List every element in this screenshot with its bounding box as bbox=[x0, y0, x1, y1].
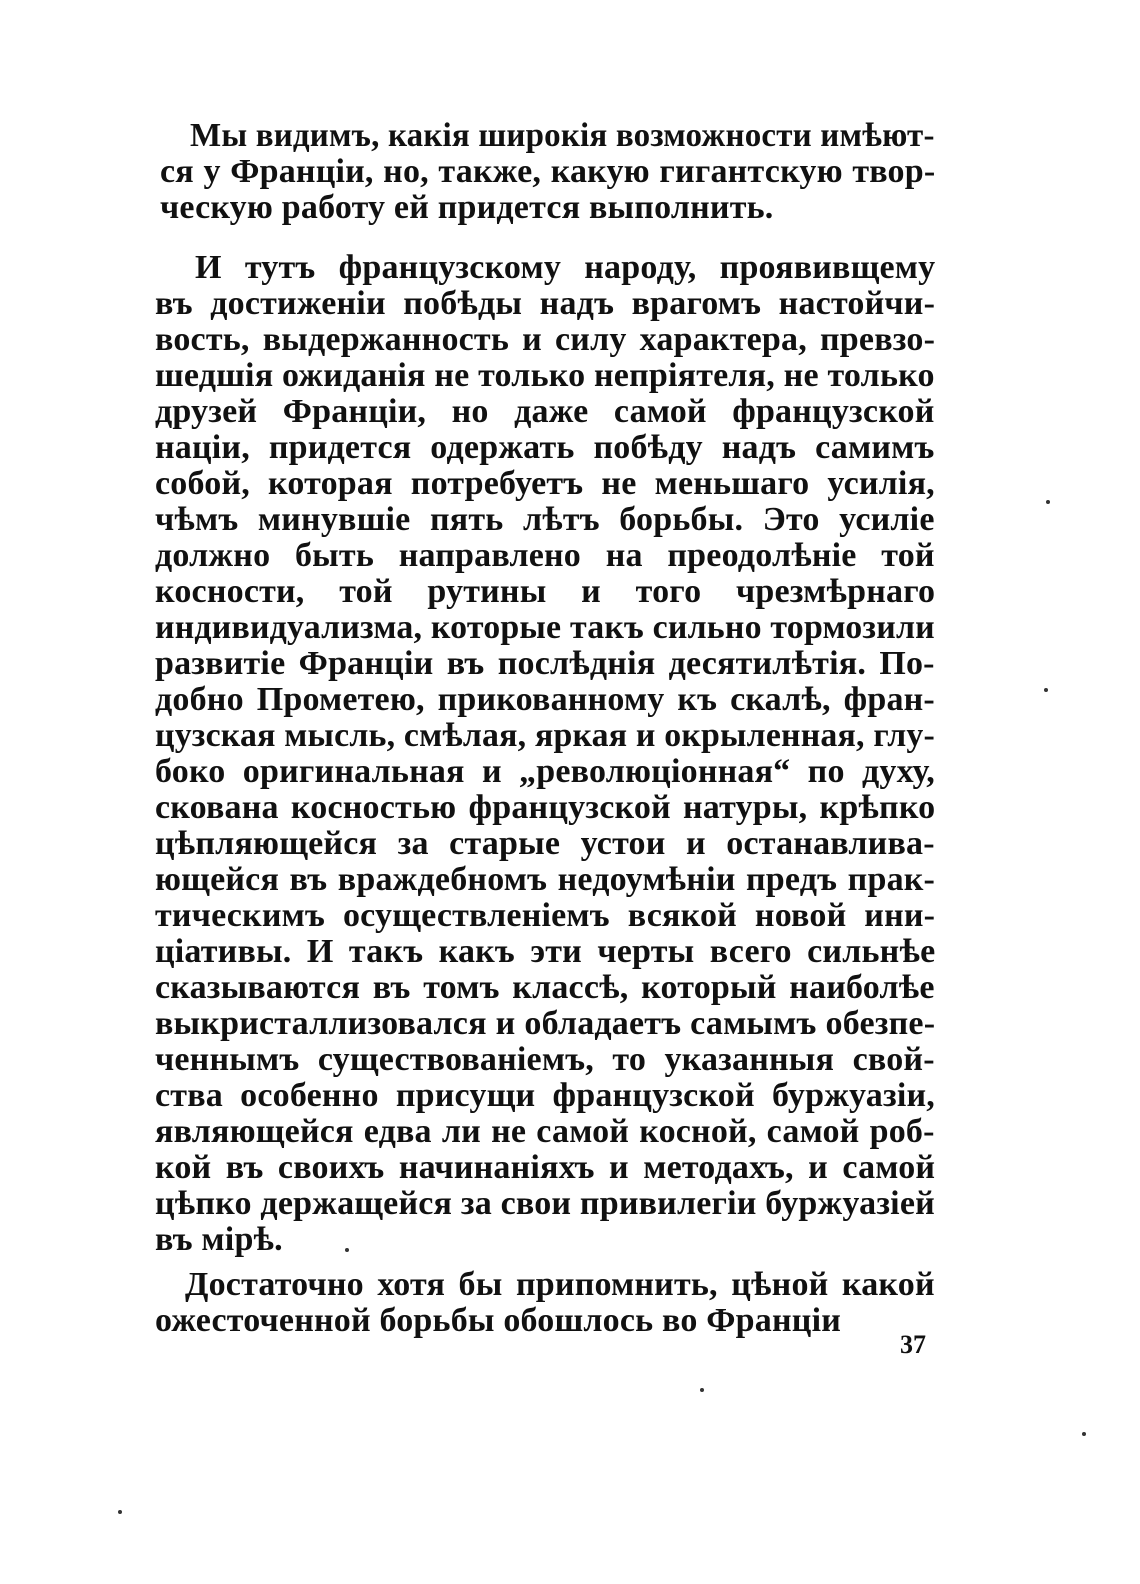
text-line: ожесточенной борьбы обошлось во Франціи bbox=[155, 1302, 842, 1339]
text-line: добно Прометею, прикованному къ скалѣ, фран- bbox=[155, 681, 935, 718]
text-line: собой, которая потребуетъ не меньшаго усилія, bbox=[155, 465, 935, 502]
text-line: ческую работу ей придется выполнить. bbox=[160, 189, 774, 226]
text-line: шедшія ожиданія не только непріятеля, не только bbox=[155, 357, 935, 394]
text-line: тическимъ осуществленіемъ всякой новой ини- bbox=[155, 897, 936, 934]
text-line: должно быть направлено на преодолѣніе той bbox=[155, 537, 935, 574]
text-line: націи, придется одержать побѣду надъ самимъ bbox=[155, 429, 935, 466]
text-line: чѣмъ минувшіе пять лѣтъ борьбы. Это усиліе bbox=[155, 501, 935, 538]
scan-speck bbox=[1046, 500, 1050, 504]
text-line: скована косностью французской натуры, крѣпко bbox=[155, 789, 936, 826]
page-number: 37 bbox=[900, 1330, 926, 1359]
scan-speck bbox=[118, 1510, 122, 1514]
text-line: друзей Франціи, но даже самой французской bbox=[155, 393, 935, 430]
text-line: косности, той рутины и того чрезмѣрнаго bbox=[155, 573, 936, 610]
text-line: боко оригинальная и „революціонная“ по духу, bbox=[155, 753, 935, 790]
text-line: Мы видимъ, какія широкія возможности имѣют- bbox=[190, 117, 935, 154]
text-line: цѣпляющейся за старые устои и останавлива- bbox=[155, 825, 935, 862]
text-line: въ мірѣ. bbox=[155, 1221, 283, 1258]
text-line: являющейся едва ли не самой косной, самой роб- bbox=[155, 1113, 935, 1150]
scan-speck bbox=[700, 1388, 704, 1392]
text-line: И тутъ французскому народу, проявивщему bbox=[195, 249, 936, 286]
text-line: ства особенно присущи французской буржуазіи, bbox=[155, 1077, 936, 1114]
scan-speck bbox=[1044, 688, 1048, 692]
text-line: развитіе Франціи въ послѣднія десятилѣтія. По- bbox=[155, 645, 935, 682]
text-line: индивидуализма, которые такъ сильно тормозили bbox=[155, 609, 935, 646]
text-line: ченнымъ существованіемъ, то указанныя свой- bbox=[155, 1041, 935, 1078]
text-line: кой въ своихъ начинаніяхъ и методахъ, и самой bbox=[155, 1149, 936, 1186]
text-line: Достаточно хотя бы припомнить, цѣной какой bbox=[185, 1266, 935, 1303]
text-line: ющейся въ враждебномъ недоумѣніи предъ прак- bbox=[155, 861, 936, 898]
scan-speck bbox=[345, 1248, 349, 1252]
text-line: вость, выдержанность и силу характера, превзо- bbox=[155, 321, 936, 358]
text-line: цѣпко держащейся за свои привилегіи буржуазіей bbox=[155, 1185, 935, 1222]
text-line: сказываются въ томъ классѣ, который наиболѣе bbox=[155, 969, 935, 1006]
text-line: ціативы. И такъ какъ эти черты всего сильнѣе bbox=[155, 933, 936, 970]
text-line: выкристаллизовался и обладаетъ самымъ обезпе- bbox=[155, 1005, 936, 1042]
scan-speck bbox=[1082, 1432, 1086, 1436]
text-line: ся у Франціи, но, также, какую гигантскую твор- bbox=[160, 153, 936, 190]
text-line: цузская мысль, смѣлая, яркая и окрыленная, глу- bbox=[155, 717, 935, 754]
text-line: въ достиженіи побѣды надъ врагомъ настойчи- bbox=[155, 285, 936, 322]
